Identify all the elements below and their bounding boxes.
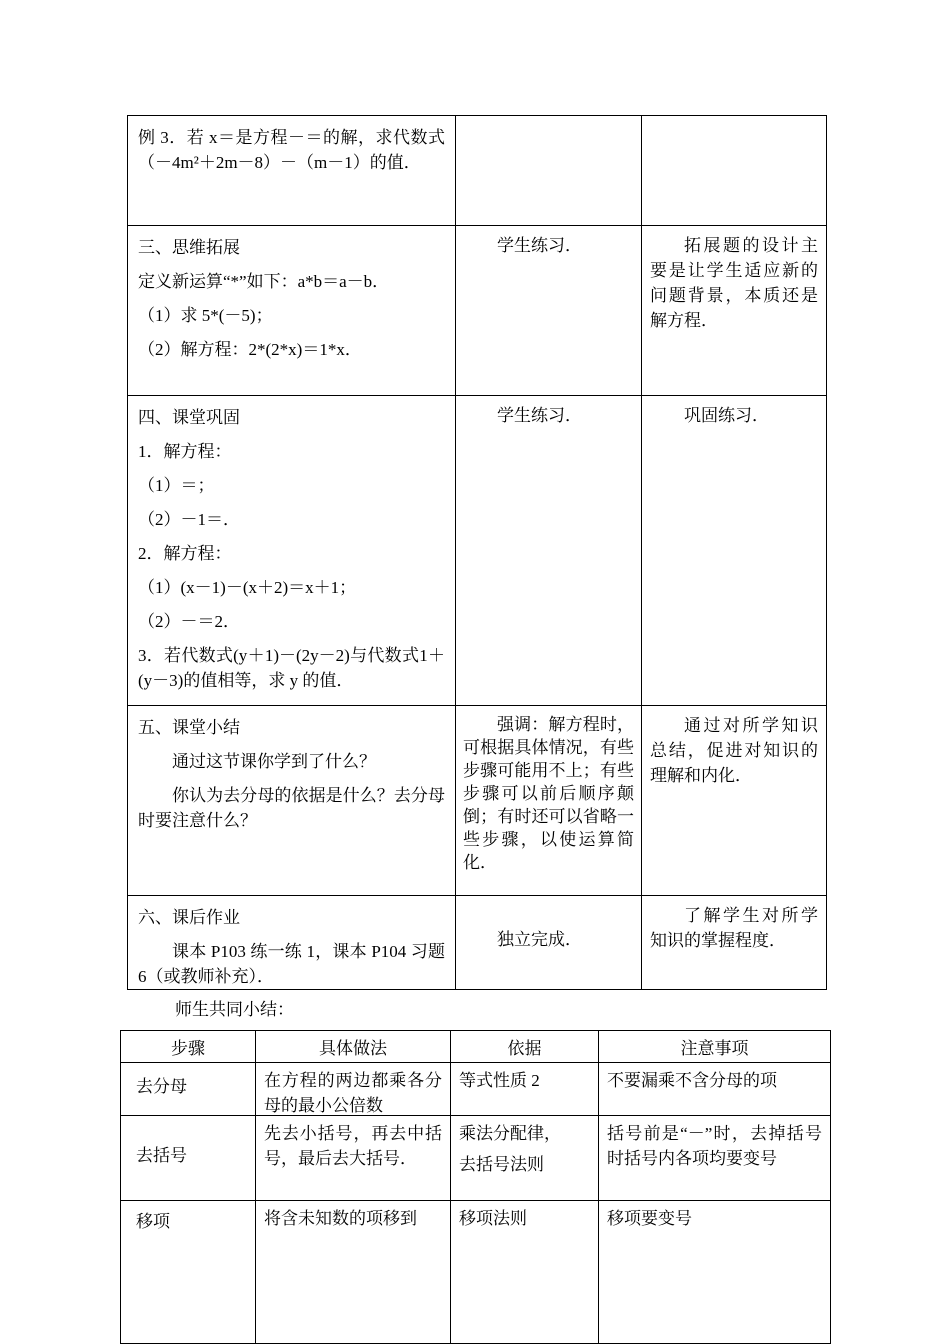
section3-student-text: 学生练习． — [497, 236, 582, 255]
cell-note-1 — [599, 1063, 830, 1116]
cell-section5-activity — [128, 706, 456, 896]
cell-section6-student — [456, 896, 642, 989]
cell-method-2 — [256, 1116, 451, 1201]
note-1-text: 不要漏乘不含分母的项 — [607, 1071, 777, 1090]
section4-line1: 1．解方程： — [138, 442, 232, 461]
step-3-text: 移项 — [136, 1212, 170, 1231]
section4-line2: （1）＝； — [138, 476, 215, 495]
section4-line7: 3．若代数式(y＋1)－(2y－2)与代数式1＋(y－3)的值相等，求 y 的值． — [138, 646, 445, 690]
cell-section6-activity — [128, 896, 456, 989]
method-2-text: 先去小括号，再去中括号，最后去大括号． — [264, 1124, 442, 1168]
header-step: 步骤 — [121, 1031, 256, 1063]
cell-example3-intent — [642, 116, 826, 226]
section4-line3: （2）－1＝． — [138, 510, 240, 529]
basis-2-text: 乘法分配律， — [459, 1124, 561, 1143]
cell-section3-activity — [128, 226, 456, 396]
header-basis: 依据 — [451, 1031, 599, 1063]
header-note: 注意事项 — [599, 1031, 830, 1063]
section4-line4: 2．解方程： — [138, 544, 232, 563]
step-2-text: 去括号 — [136, 1145, 187, 1165]
section5-line2: 你认为去分母的依据是什么？去分母时要注意什么？ — [138, 786, 445, 830]
section4-intent-text: 巩固练习． — [684, 406, 769, 425]
cell-basis-3 — [451, 1201, 599, 1343]
section3-title: 三、思维拓展 — [138, 238, 240, 257]
section5-title: 五、课堂小结 — [138, 718, 240, 737]
cell-method-3 — [256, 1201, 451, 1343]
section5-student-text: 强调：解方程时，可根据具体情况，有些步骤可能用不上；有些步骤可以前后顺序颠倒；有时还可以省略一些步骤，以使运算简化． — [463, 715, 634, 872]
basis-2b-text: 去括号法则 — [459, 1155, 544, 1174]
cell-method-1 — [256, 1063, 451, 1116]
section4-student-text: 学生练习． — [497, 406, 582, 425]
cell-note-3 — [599, 1201, 830, 1343]
header-method: 具体做法 — [256, 1031, 451, 1063]
section5-line1: 通过这节课你学到了什么？ — [172, 752, 376, 771]
note-3-text: 移项要变号 — [607, 1209, 692, 1228]
section5-intent-text: 通过对所学知识总结，促进对知识的理解和内化． — [650, 716, 818, 785]
section4-line5: （1）(x－1)－(x＋2)＝x＋1； — [138, 578, 357, 597]
summary-intro-text: 师生共同小结： — [175, 1000, 294, 1019]
cell-step-2 — [121, 1116, 256, 1201]
cell-basis-2 — [451, 1116, 599, 1201]
section6-student-text: 独立完成． — [497, 930, 582, 949]
cell-section3-intent — [642, 226, 826, 396]
section3-line3: （2）解方程：2*(2*x)＝1*x． — [138, 340, 362, 359]
cell-section4-student — [456, 396, 642, 706]
section3-line1: 定义新运算“*”如下：a*b＝a－b． — [138, 272, 390, 291]
section6-title: 六、课后作业 — [138, 908, 240, 927]
section3-intent-text: 拓展题的设计主要是让学生适应新的问题背景，本质还是解方程． — [650, 236, 818, 330]
section4-line6: （2）－＝2． — [138, 612, 240, 631]
summary-table — [120, 1030, 831, 1344]
cell-section6-intent — [642, 896, 826, 989]
cell-basis-1 — [451, 1063, 599, 1116]
method-1-text: 在方程的两边都乘各分母的最小公倍数 — [264, 1071, 442, 1115]
cell-section5-intent — [642, 706, 826, 896]
cell-note-2 — [599, 1116, 830, 1201]
section3-line2: （1）求 5*(－5)； — [138, 306, 273, 325]
section6-intent-text: 了解学生对所学知识的掌握程度． — [650, 906, 818, 950]
note-2-text: 括号前是“－”时，去掉括号时括号内各项均要变号 — [607, 1124, 822, 1168]
cell-example3-activity — [128, 116, 456, 226]
step-1-text: 去分母 — [136, 1076, 187, 1096]
example3-text: 例 3．若 x＝是方程－＝的解，求代数式（－4m²＋2m－8）－（m－1）的值． — [138, 128, 445, 172]
cell-step-1 — [121, 1063, 256, 1116]
basis-3-text: 移项法则 — [459, 1209, 527, 1228]
method-3-text: 将含未知数的项移到 — [264, 1209, 417, 1228]
cell-step-3 — [121, 1201, 256, 1343]
cell-section4-activity — [128, 396, 456, 706]
lesson-plan-table — [127, 115, 827, 990]
basis-1-text: 等式性质 2 — [459, 1071, 540, 1090]
cell-section3-student — [456, 226, 642, 396]
cell-example3-student — [456, 116, 642, 226]
cell-section4-intent — [642, 396, 826, 706]
section4-title: 四、课堂巩固 — [138, 408, 240, 427]
section6-line1: 课本 P103 练一练 1，课本 P104 习题 6（或教师补充）． — [138, 942, 445, 986]
cell-section5-student — [456, 706, 642, 896]
